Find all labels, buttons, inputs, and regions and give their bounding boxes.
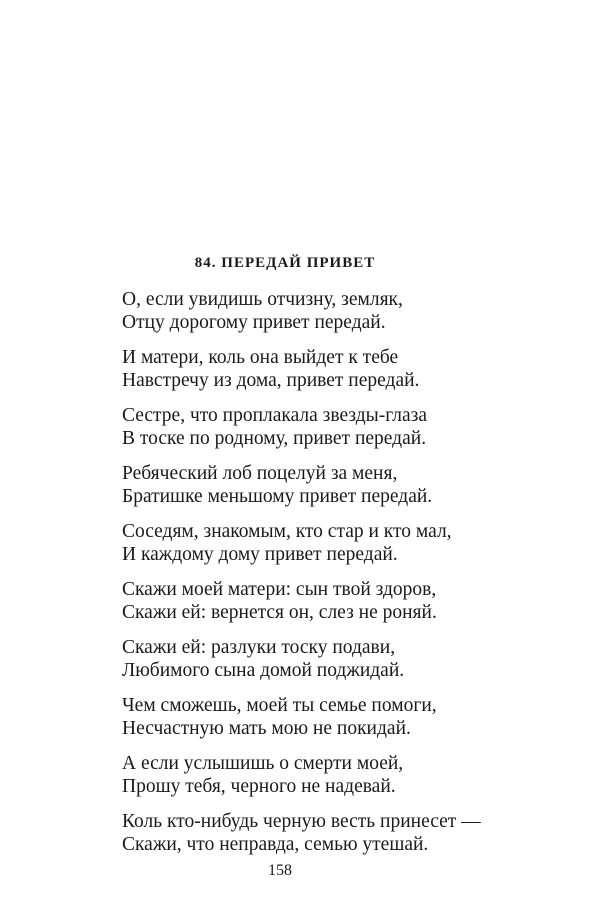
poem-body bbox=[122, 288, 481, 868]
stanza bbox=[122, 520, 481, 566]
poem-line: И каждому дому привет передай. bbox=[122, 544, 398, 565]
poem-line: Коль кто-нибудь черную весть принесет — bbox=[122, 811, 481, 832]
poem-line: Навстречу из дома, привет передай. bbox=[122, 370, 420, 391]
poem-line: Скажи ей: вернется он, слез не роняй. bbox=[122, 602, 437, 623]
poem-line: Скажи моей матери: сын твой здоров, bbox=[122, 579, 437, 600]
poem-line: В тоске по родному, привет передай. bbox=[122, 428, 427, 449]
poem-line: Прошу тебя, черного не надевай. bbox=[122, 776, 396, 797]
stanza bbox=[122, 346, 481, 392]
poem-line: Скажи, что неправда, семью утешай. bbox=[122, 834, 429, 855]
poem-line: Братишке меньшому привет передай. bbox=[122, 486, 433, 507]
poem-line: Ребяческий лоб поцелуй за меня, bbox=[122, 463, 398, 484]
poem-line: И матери, коль она выйдет к тебе bbox=[122, 347, 399, 368]
poem-line: Сестре, что проплакала звезды-глаза bbox=[122, 405, 427, 426]
stanza bbox=[122, 694, 481, 740]
stanza bbox=[122, 462, 481, 508]
poem-line: А если услышишь о смерти моей, bbox=[122, 753, 404, 774]
poem-line: Отцу дорогому привет передай. bbox=[122, 312, 386, 333]
poem-line: Чем сможешь, моей ты семье помоги, bbox=[122, 695, 437, 716]
poem-line: О, если увидишь отчизну, земляк, bbox=[122, 289, 403, 310]
poem-line: Несчастную мать мою не покидай. bbox=[122, 718, 411, 739]
stanza bbox=[122, 404, 481, 450]
stanza bbox=[122, 752, 481, 798]
poem-line: Соседям, знакомым, кто стар и кто мал, bbox=[122, 521, 452, 542]
stanza bbox=[122, 636, 481, 682]
poem-title: 84. ПЕРЕДАЙ ПРИВЕТ bbox=[194, 255, 376, 271]
stanza bbox=[122, 810, 481, 856]
stanza bbox=[122, 288, 481, 334]
poem-line: Любимого сына домой поджидай. bbox=[122, 660, 405, 681]
page-number: 158 bbox=[268, 862, 292, 879]
stanza bbox=[122, 578, 481, 624]
poem-line: Скажи ей: разлуки тоску подави, bbox=[122, 637, 396, 658]
